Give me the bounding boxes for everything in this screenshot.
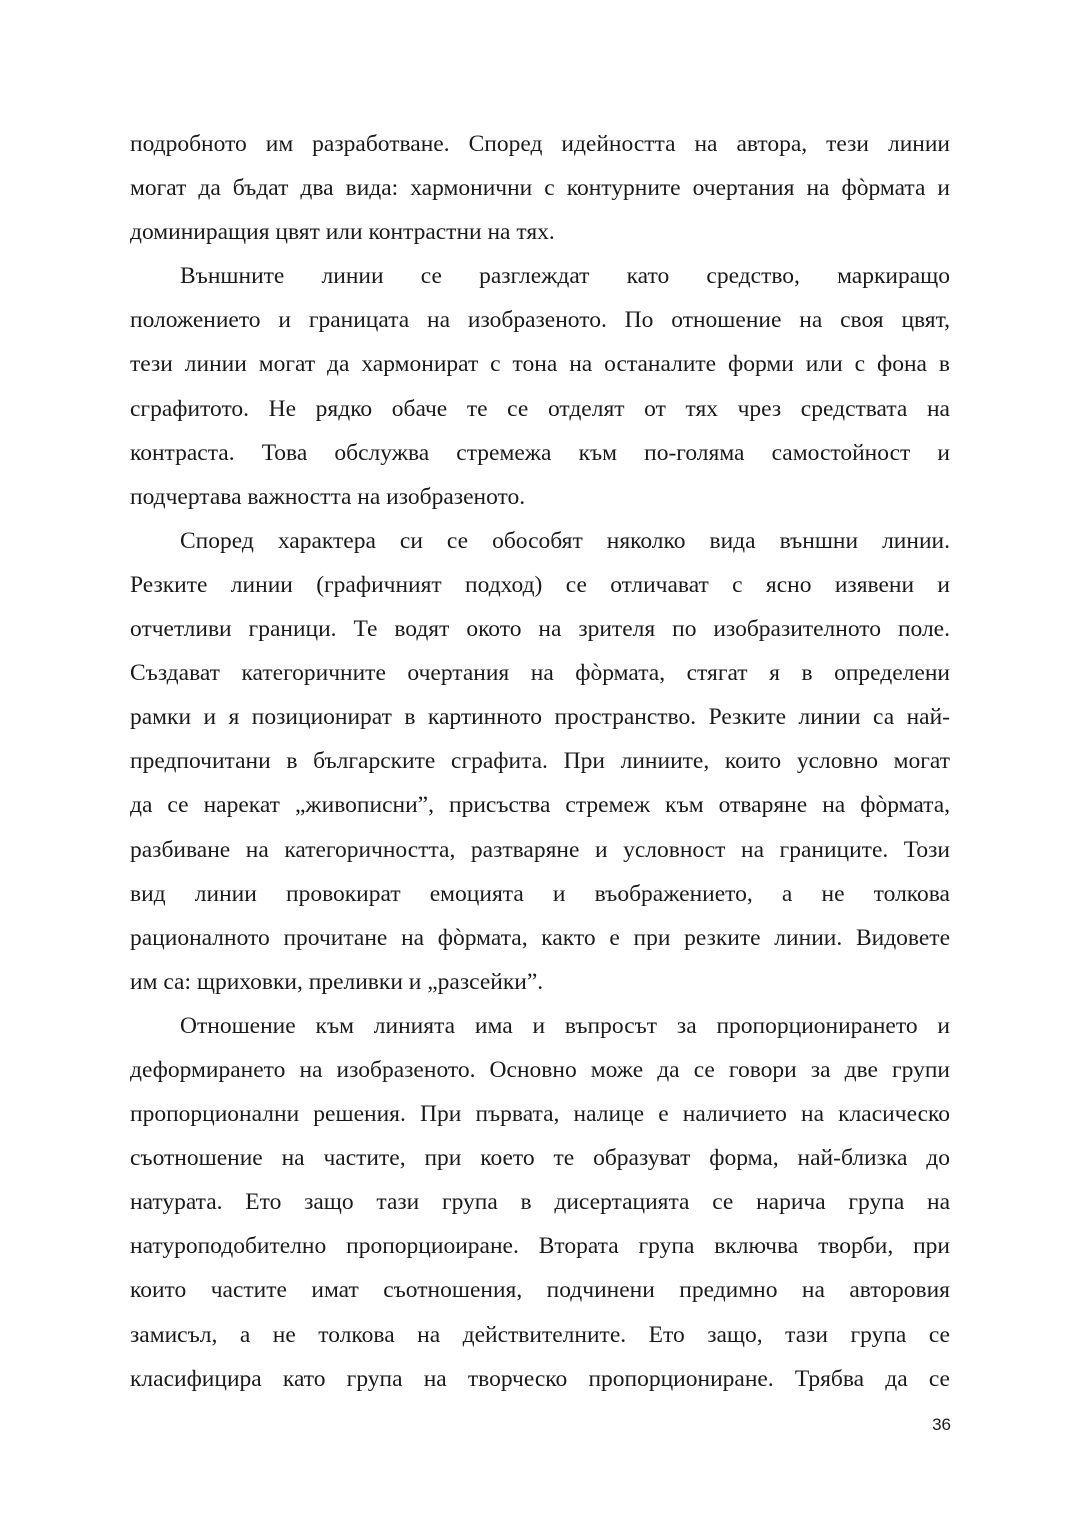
text-line: подчертава важността на изобразеното. xyxy=(130,483,526,510)
text-line: деформирането на изобразеното. Основно може да се говори за две групи xyxy=(130,1056,950,1083)
text-line: Според характера си се обособят няколко вида външни линии. xyxy=(180,527,950,554)
paragraph xyxy=(130,1004,950,1401)
text-line: които частите имат съотношения, подчинени предимно на авторовия xyxy=(130,1277,950,1304)
text-line: рационалното прочитане на фòрмата, както е при резките линии. Видовете xyxy=(130,924,950,951)
text-line: отчетливи граници. Те водят окото на зрителя по изобразителното поле. xyxy=(130,616,950,643)
text-line: тези линии могат да хармонират с тона на останалите форми или с фона в xyxy=(130,351,950,378)
text-line: сграфитото. Не рядко обаче те се отделят от тях чрез средствата на xyxy=(130,395,950,422)
text-line: контраста. Това обслужва стремежа към по-голяма самостойност и xyxy=(130,439,950,466)
text-line: пропорционални решения. При първата, налице е наличието на класическо xyxy=(130,1101,950,1128)
paragraph xyxy=(130,254,950,519)
text-line: да се нарекат „живописни”, присъства стремеж към отваряне на фòрмата, xyxy=(130,792,950,819)
text-line: положението и границата на изобразеното. По отношение на своя цвят, xyxy=(130,307,950,334)
text-line: подробното им разработване. Според идейността на автора, тези линии xyxy=(130,131,950,157)
text-line: рамки и я позиционират в картинното пространство. Резките линии са най- xyxy=(130,704,950,731)
text-line: съотношение на частите, при което те образуват форма, най-близка до xyxy=(130,1145,950,1172)
page-number: 36 xyxy=(932,1415,951,1434)
text-line: класифицира като група на творческо пропорциониране. Трябва да се xyxy=(130,1365,950,1392)
text-line: доминиращия цвят или контрастни на тях. xyxy=(130,219,555,246)
text-line: им са: щриховки, преливки и „разсейки”. xyxy=(130,968,544,995)
text-line: могат да бъдат два вида: хармонични с контурните очертания на фòрмата и xyxy=(130,175,950,202)
text-line: предпочитани в българските сграфита. При линиите, които условно могат xyxy=(130,748,950,775)
text-line: замисъл, а не толкова на действителните. Ето защо, тази група се xyxy=(130,1321,950,1348)
body-text xyxy=(130,122,950,1401)
text-line: вид линии провокират емоцията и въображението, а не толкова xyxy=(130,880,950,907)
text-line: натуроподобително пропорциоиране. Втората група включва творби, при xyxy=(130,1233,950,1260)
text-line: Създават категоричните очертания на фòрмата, стягат я в определени xyxy=(130,660,950,687)
text-line: разбиване на категоричността, разтваряне и условност на границите. Този xyxy=(130,836,950,863)
text-line: Резките линии (графичният подход) се отличават с ясно изявени и xyxy=(130,571,950,598)
text-line: натурата. Ето защо тази група в дисертацията се нарича група на xyxy=(130,1189,950,1216)
text-line: Външните линии се разглеждат като средство, маркиращо xyxy=(180,263,950,290)
text-line: Отношение към линията има и въпросът за пропорционирането и xyxy=(180,1012,950,1039)
paragraph xyxy=(130,519,950,1004)
paragraph xyxy=(130,122,950,254)
